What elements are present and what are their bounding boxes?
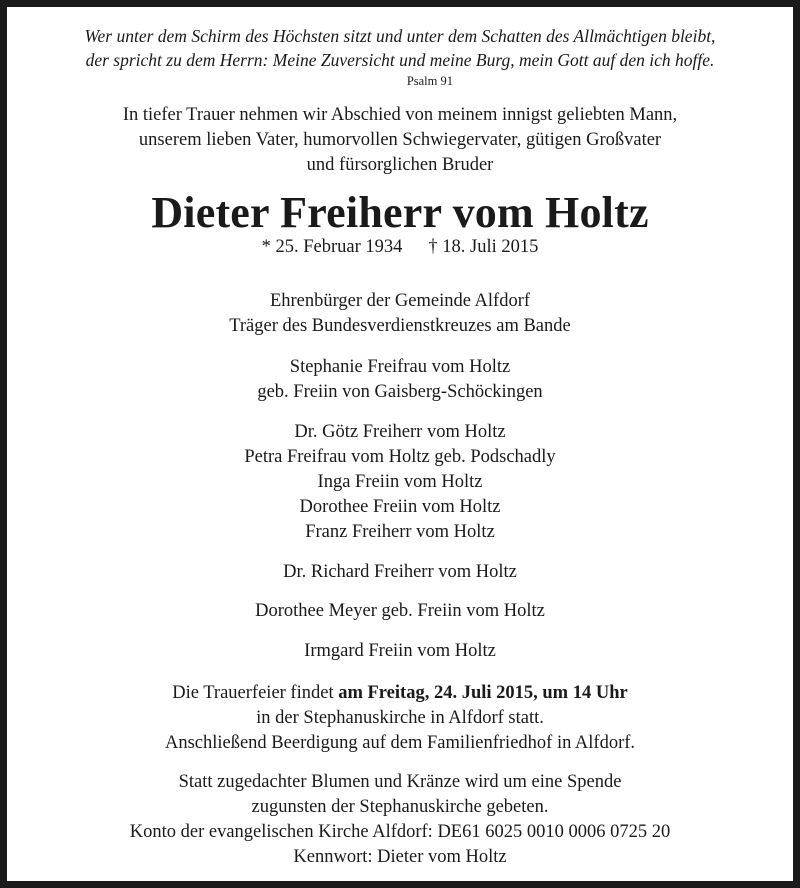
donation-line-1: Statt zugedachter Blumen und Kränze wird um eine Spende: [178, 772, 622, 792]
mourner-family-5: Franz Freiherr vom Holtz: [305, 522, 495, 542]
motto-line-2: der spricht zu dem Herrn: Meine Zuversicht und meine Burg, mein Gott auf den ich hoffe.: [85, 50, 715, 70]
intro-line-1: In tiefer Trauer nehmen wir Abschied von meinem innigst geliebten Mann,: [122, 105, 678, 125]
birth-date: * 25. Februar 1934: [261, 237, 403, 257]
donation-account: Konto der evangelischen Kirche Alfdorf: DE61 6025 0010 0006 0725 20: [129, 822, 671, 842]
deceased-name: Dieter Freiherr vom Holtz: [151, 188, 649, 237]
life-dates: [7, 237, 793, 258]
mourner-family-2: Petra Freifrau vom Holtz geb. Podschadly: [244, 447, 556, 467]
donation-keyword: Kennwort: Dieter vom Holtz: [293, 847, 507, 867]
death-date: † 18. Juli 2015: [428, 237, 539, 257]
honor-line-1: Ehrenbürger der Gemeinde Alfdorf: [269, 291, 531, 311]
service-intro: Die Trauerfeier findet: [172, 683, 339, 703]
mourner-sibling-2: Dorothee Meyer geb. Freiin vom Holtz: [255, 601, 545, 621]
wife-birth-name: geb. Freiin von Gaisberg-Schöckingen: [257, 382, 543, 402]
service-line-2: in der Stephanuskirche in Alfdorf statt.: [256, 708, 544, 728]
mourner-family-4: Dorothee Freiin vom Holtz: [299, 497, 501, 517]
intro-line-2: unserem lieben Vater, humorvollen Schwiegervater, gütigen Großvater: [138, 130, 662, 150]
donation-line-2: zugunsten der Stephanuskirche gebeten.: [251, 797, 549, 817]
intro-line-3: und fürsorglichen Bruder: [306, 155, 494, 175]
motto-line-1: Wer unter dem Schirm des Höchsten sitzt und unter dem Schatten des Allmächtigen bleibt,: [84, 26, 716, 46]
wife-name: Stephanie Freifrau vom Holtz: [289, 357, 511, 377]
service-date-time: am Freitag, 24. Juli 2015, um 14 Uhr: [338, 683, 628, 703]
motto-source: Psalm 91: [406, 74, 453, 88]
mourner-sibling-3: Irmgard Freiin vom Holtz: [304, 641, 496, 661]
mourner-family-3: Inga Freiin vom Holtz: [317, 472, 483, 492]
service-line-3: Anschließend Beerdigung auf dem Familienfriedhof in Alfdorf.: [164, 733, 636, 753]
honor-line-2: Träger des Bundesverdienstkreuzes am Bande: [229, 316, 571, 336]
mourner-sibling-1: Dr. Richard Freiherr vom Holtz: [283, 562, 517, 582]
mourner-family-1: Dr. Götz Freiherr vom Holtz: [294, 422, 506, 442]
service-line-1: [7, 683, 793, 704]
